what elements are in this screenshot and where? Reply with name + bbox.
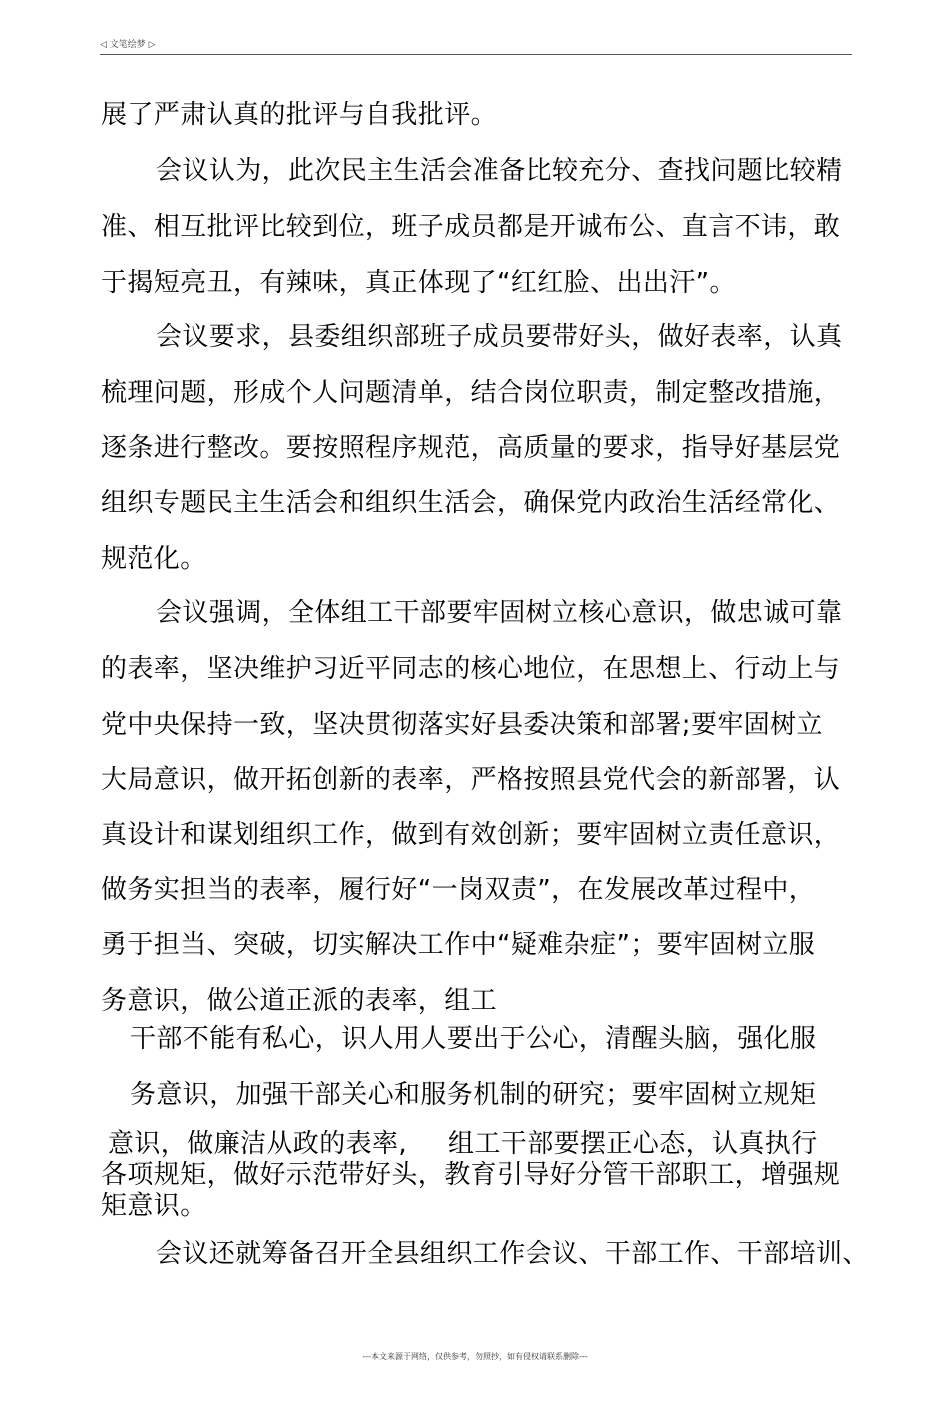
paragraph-line: 务意识，加强干部关心和服务机制的研究；要牢固树立规矩 bbox=[130, 1080, 817, 1110]
paragraph-line: 会议强调，全体组工干部要牢固树立核心意识，做忠诚可靠 bbox=[156, 598, 843, 628]
paragraph-line: 各项规矩，做好示范带好头，教育引导好分管干部职工，增强规 bbox=[101, 1160, 841, 1190]
paragraph-line: 组工干部要摆正心态，认真执行 bbox=[448, 1129, 818, 1159]
paragraph-line: 务意识，做公道正派的表率，组工 bbox=[101, 986, 498, 1016]
paragraph-line: 组织专题民主生活会和组织生活会，确保党内政治生活经常化、 bbox=[101, 488, 841, 518]
paragraph-line: 干部不能有私心，识人用人要出于公心，清醒头脑，强化服 bbox=[130, 1024, 817, 1054]
paragraph-line: 准、相互批评比较到位，班子成员都是开诚布公、直言不讳，敢 bbox=[101, 212, 841, 242]
paragraph-line: 会议认为，此次民主生活会准备比较充分、查找问题比较精 bbox=[156, 156, 843, 186]
paragraph-line: 矩意识。 bbox=[101, 1191, 207, 1221]
paragraph-line: 梳理问题，形成个人问题清单，结合岗位职责，制定整改措施， bbox=[101, 378, 841, 408]
paragraph-line: 大局意识，做开拓创新的表率，严格按照县党代会的新部署，认 bbox=[101, 765, 841, 795]
paragraph-line: 做务实担当的表率，履行好“一岗双责”，在发展改革过程中， bbox=[101, 875, 816, 905]
paragraph-line: 会议还就筹备召开全县组织工作会议、干部工作、干部培训、 bbox=[156, 1239, 869, 1269]
paragraph-line: 规范化。 bbox=[101, 544, 207, 574]
page-footer: ---本文来源于网络，仅供参考，勿照抄，如有侵权请联系删除--- bbox=[362, 1352, 588, 1361]
paragraph-line: 会议要求，县委组织部班子成员要带好头，做好表率，认真 bbox=[156, 322, 843, 352]
paragraph-line: 展了严肃认真的批评与自我批评。 bbox=[101, 100, 498, 130]
paragraph-line: 勇于担当、突破，切实解决工作中“疑难杂症”；要牢固树立服 bbox=[101, 930, 816, 960]
paragraph-line: 的表率，坚决维护习近平同志的核心地位，在思想上、行动上与 bbox=[101, 654, 841, 684]
page-header bbox=[100, 38, 852, 55]
paragraph-line: 真设计和谋划组织工作，做到有效创新；要牢固树立责任意识， bbox=[101, 820, 841, 850]
paragraph-line: 意识，做廉洁从政的表率, bbox=[108, 1129, 408, 1159]
paragraph-line: 逐条进行整改。要按照程序规范，高质量的要求，指导好基层党 bbox=[101, 433, 841, 463]
header-label: ◁ 文笔绘梦 ▷ bbox=[100, 40, 156, 50]
paragraph-line: 于揭短亮丑，有辣味，真正体现了“红红脸、出出汗”。 bbox=[101, 268, 736, 298]
paragraph-line: 党中央保持一致，坚决贯彻落实好县委决策和部署;要牢固树立 bbox=[101, 710, 823, 740]
